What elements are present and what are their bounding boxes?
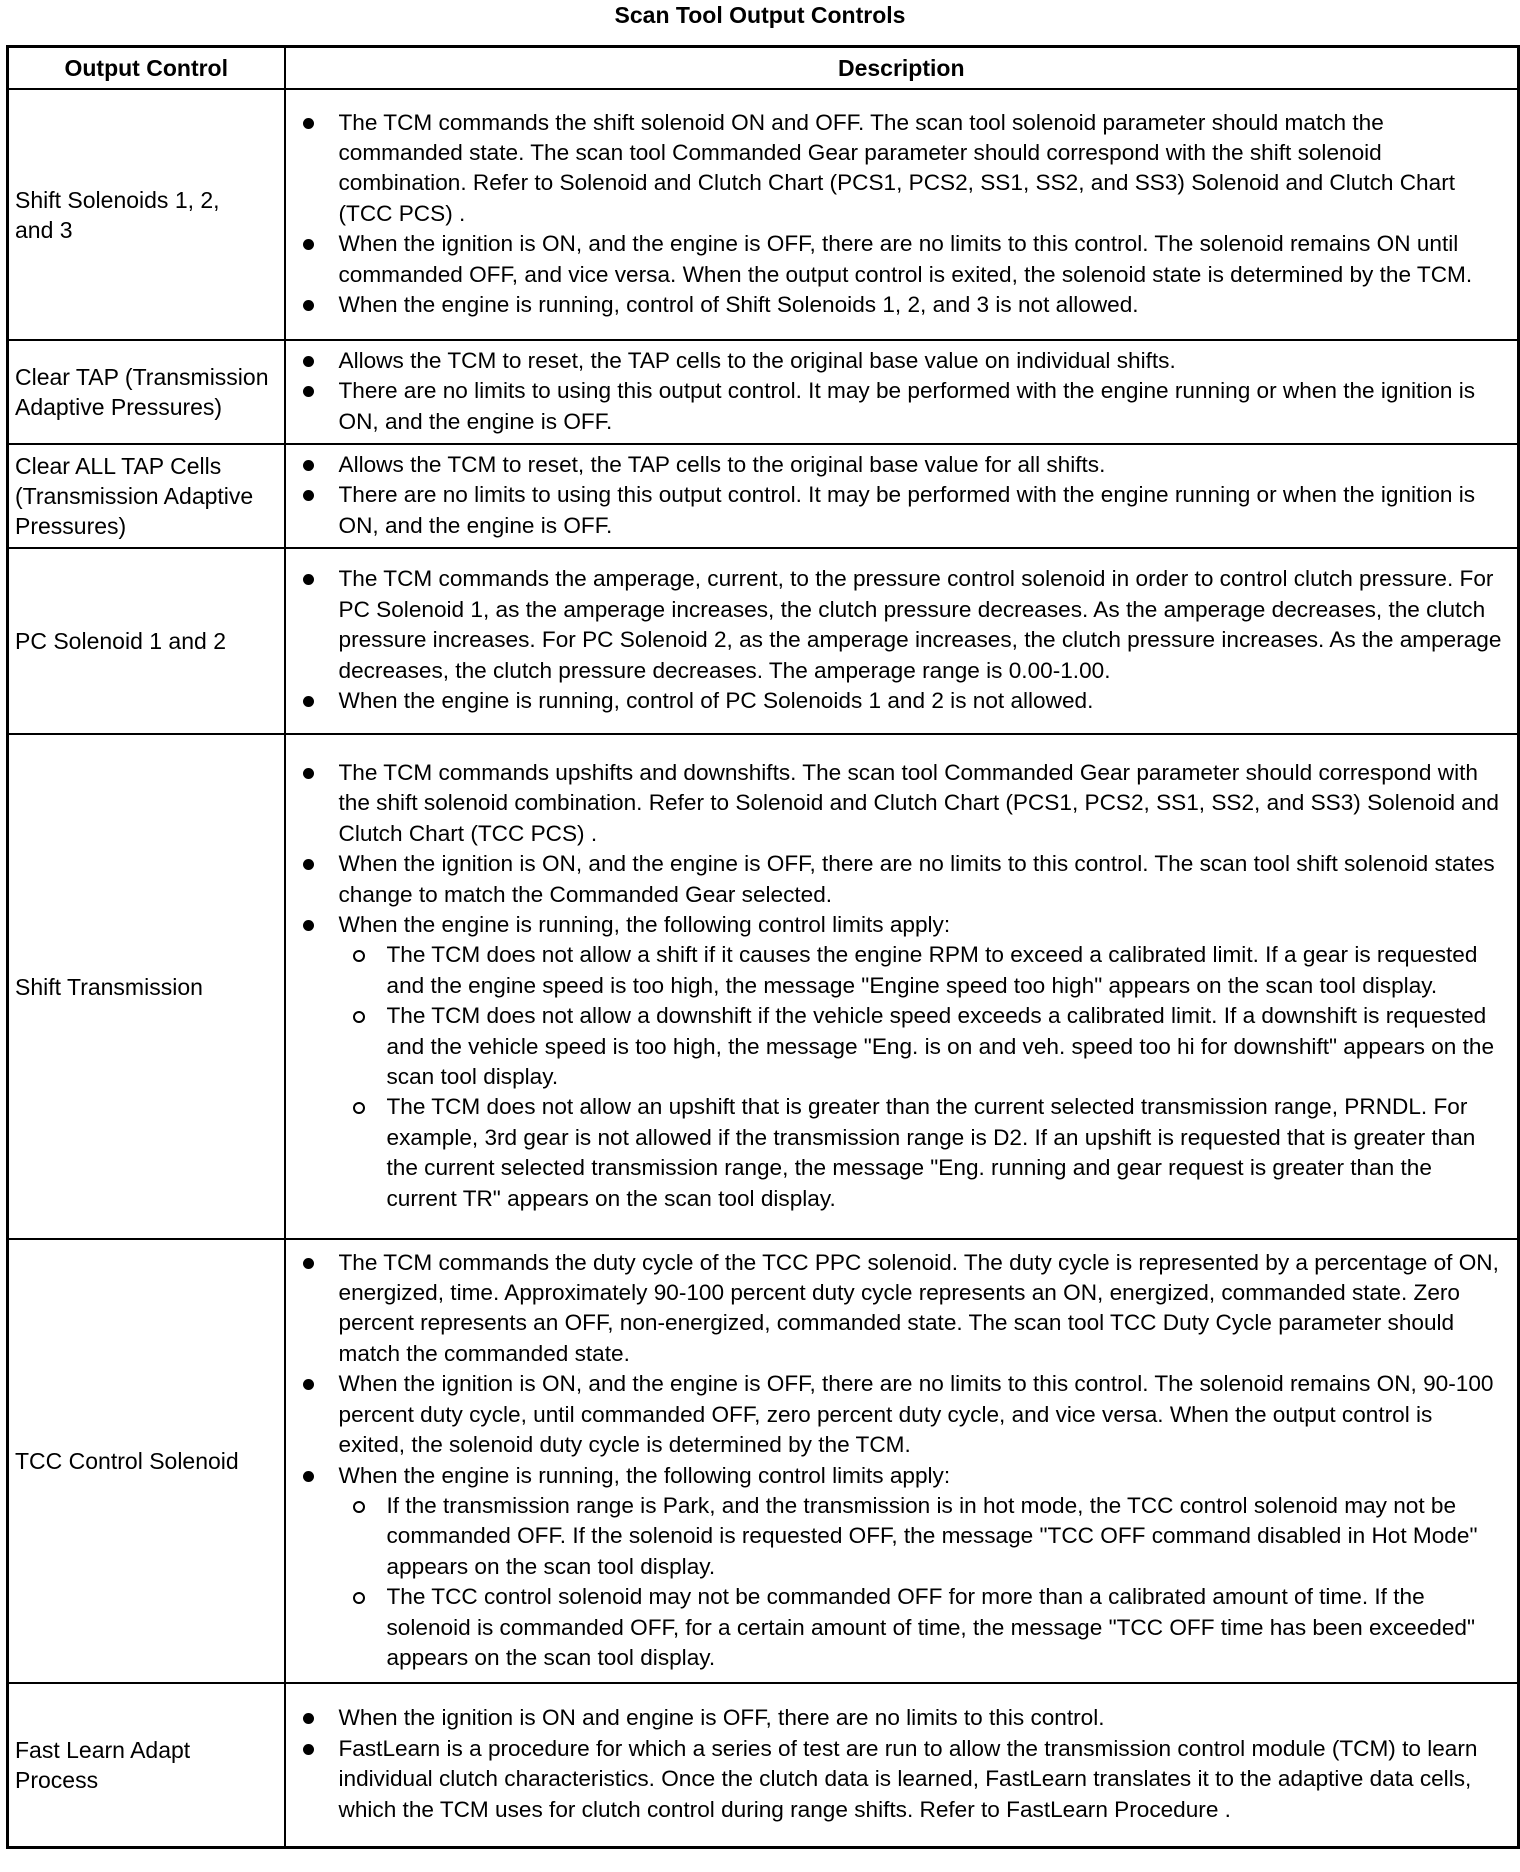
bullet-text: The TCM commands upshifts and downshifts. The scan tool Commanded Gear parameter should correspond with the shift solenoid combination. Refer to Solenoid and Clutch Chart (PCS1, PCS2, SS1, SS2, and SS3) Solenoid and Clutch Chart (TCC PCS) . [338,759,1499,846]
table-row [8,1239,1519,1683]
bullet-icon [303,460,314,471]
table-title: Scan Tool Output Controls [614,2,906,28]
bullet-item [286,910,1506,940]
bullet-text: Allows the TCM to reset, the TAP cells to the original base value on individual shifts. [338,347,1176,373]
description-cell [285,1239,1519,1683]
bullet-item [286,376,1506,437]
header-description: Description [285,47,1519,90]
bullet-text: When the engine is running, the following control limits apply: [338,911,951,937]
sub-bullet-item [286,940,1506,1001]
table-row [8,444,1519,548]
sub-bullet-text: The TCM does not allow a shift if it causes the engine RPM to exceed a calibrated limit. If a gear is requested and the engine speed is too high, the message "Engine speed too high" appears on the scan tool display. [386,942,1478,998]
table-row [8,1683,1519,1847]
bullet-icon [303,1258,314,1269]
bullet-item [286,686,1506,716]
output-control-name: Clear ALL TAP Cells (Transmission Adaptive Pressures) [8,444,285,548]
sub-bullet-item [286,1092,1506,1214]
bullet-text: When the ignition is ON, and the engine is OFF, there are no limits to this control. The solenoid remains ON until commanded OFF, and vice versa. When the output control is exited, the solenoid state is determined by the TCM. [338,231,1473,287]
header-row [8,47,1519,90]
output-controls-table [6,45,1520,1849]
header-output-control: Output Control [8,47,285,90]
ring-bullet-icon [353,1592,365,1604]
sub-bullet-text: The TCM does not allow a downshift if the vehicle speed exceeds a calibrated limit. If a downshift is requested and the vehicle speed is too high, the message "Eng. is on and veh. speed too hi for downshift" appears on the scan tool display. [386,1003,1495,1090]
bullet-item [286,564,1506,686]
bullet-item [286,1248,1506,1370]
bullet-icon [303,768,314,779]
bullet-text: When the engine is running, control of Shift Solenoids 1, 2, and 3 is not allowed. [338,292,1139,318]
bullet-item [286,1369,1506,1460]
description-cell [285,89,1519,340]
table-row [8,548,1519,734]
sub-bullet-text: The TCC control solenoid may not be commanded OFF for more than a calibrated amount of time. If the solenoid is commanded OFF, for a certain amount of time, the message "TCC OFF time has been exceeded" appears on the scan tool display. [386,1584,1475,1670]
description-cell [285,548,1519,734]
bullet-icon [303,1713,314,1724]
ring-bullet-icon [353,1102,365,1114]
bullet-text: Allows the TCM to reset, the TAP cells to the original base value for all shifts. [338,451,1106,477]
bullet-text: When the ignition is ON and engine is OFF, there are no limits to this control. [338,1705,1105,1731]
bullet-icon [303,356,314,367]
bullet-item [286,290,1506,320]
bullet-icon [303,1379,314,1390]
bullet-item [286,1461,1506,1491]
bullet-item [286,450,1506,480]
sub-bullet-item [286,1491,1506,1582]
bullet-text: When the engine is running, control of PC Solenoids 1 and 2 is not allowed. [338,688,1094,714]
output-control-name: Shift Transmission [8,734,285,1239]
sub-bullet-text: The TCM does not allow an upshift that is greater than the current selected transmission range, PRNDL. For example, 3rd gear is not allowed if the transmission range is D2. If an upshift is requested that is greater than the current selected transmission range, the message "Eng. running and gear request is greater than the current TR" appears on the scan tool display. [386,1094,1476,1211]
ring-bullet-icon [353,1011,365,1023]
bullet-text: When the engine is running, the following control limits apply: [338,1462,951,1488]
description-cell [285,1683,1519,1847]
bullet-icon [303,696,314,707]
description-cell [285,444,1519,548]
bullet-icon [303,920,314,931]
bullet-item [286,346,1506,376]
bullet-text: There are no limits to using this output control. It may be performed with the engine running or when the ignition is ON, and the engine is OFF. [338,482,1476,538]
ring-bullet-icon [353,1501,365,1513]
description-cell [285,734,1519,1239]
bullet-item [286,849,1506,910]
bullet-text: The TCM commands the amperage, current, to the pressure control solenoid in order to control clutch pressure. For PC Solenoid 1, as the amperage increases, the clutch pressure decreases. As the amperage decreases, the clutch pressure increases. For PC Solenoid 2, as the amperage increases, the clutch pressure increases. As the amperage decreases, the clutch pressure decreases. The amperage range is 0.00-1.00. [338,566,1502,683]
output-control-name: TCC Control Solenoid [8,1239,285,1683]
bullet-icon [303,859,314,870]
bullet-text: When the ignition is ON, and the engine is OFF, there are no limits to this control. The solenoid remains ON, 90-100 percent duty cycle, until commanded OFF, zero percent duty cycle, and vice versa. When the output control is exited, the solenoid duty cycle is determined by the TCM. [338,1371,1494,1458]
table-row [8,340,1519,444]
bullet-item [286,480,1506,541]
bullet-text: When the ignition is ON, and the engine is OFF, there are no limits to this control. The scan tool shift solenoid states change to match the Commanded Gear selected. [338,851,1495,907]
bullet-icon [303,1471,314,1482]
bullet-icon [303,300,314,311]
bullet-text: FastLearn is a procedure for which a series of test are run to allow the transmission control module (TCM) to learn individual clutch characteristics. Once the clutch data is learned, FastLearn translates it to the adaptive data cells, which the TCM uses for clutch control during range shifts. Refer to FastLearn Procedure . [338,1735,1478,1822]
output-control-name: Shift Solenoids 1, 2, and 3 [8,89,285,340]
table-row [8,734,1519,1239]
bullet-item [286,758,1506,849]
sub-bullet-item [286,1582,1506,1673]
output-control-name: PC Solenoid 1 and 2 [8,548,285,734]
output-control-name: Clear TAP (Transmission Adaptive Pressures) [8,340,285,444]
bullet-text: There are no limits to using this output control. It may be performed with the engine running or when the ignition is ON, and the engine is OFF. [338,378,1476,434]
bullet-icon [303,574,314,585]
bullet-icon [303,1744,314,1755]
bullet-text: The TCM commands the shift solenoid ON and OFF. The scan tool solenoid parameter should match the commanded state. The scan tool Commanded Gear parameter should correspond with the shift solenoid combination. Refer to Solenoid and Clutch Chart (PCS1, PCS2, SS1, SS2, and SS3) Solenoid and Clutch Chart (TCC PCS) . [338,109,1455,226]
bullet-item [286,229,1506,290]
bullet-icon [303,239,314,250]
ring-bullet-icon [353,950,365,962]
description-cell [285,340,1519,444]
bullet-icon [303,490,314,501]
bullet-icon [303,118,314,129]
sub-bullet-item [286,1001,1506,1092]
bullet-item [286,108,1506,230]
output-control-name: Fast Learn Adapt Process [8,1683,285,1847]
bullet-icon [303,386,314,397]
bullet-item [286,1703,1506,1733]
table-row [8,89,1519,340]
sub-bullet-text: If the transmission range is Park, and the transmission is in hot mode, the TCC control solenoid may not be commanded OFF. If the solenoid is requested OFF, the message "TCC OFF command disabled in Hot Mode" appears on the scan tool display. [386,1492,1478,1579]
bullet-item [286,1734,1506,1825]
bullet-text: The TCM commands the duty cycle of the TCC PPC solenoid. The duty cycle is represented by a percentage of ON, energized, time. Approximately 90-100 percent duty cycle represents an ON, energized, commanded state. Zero percent represents an OFF, non-energized, commanded state. The scan tool TCC Duty Cycle parameter should match the commanded state. [338,1249,1499,1366]
